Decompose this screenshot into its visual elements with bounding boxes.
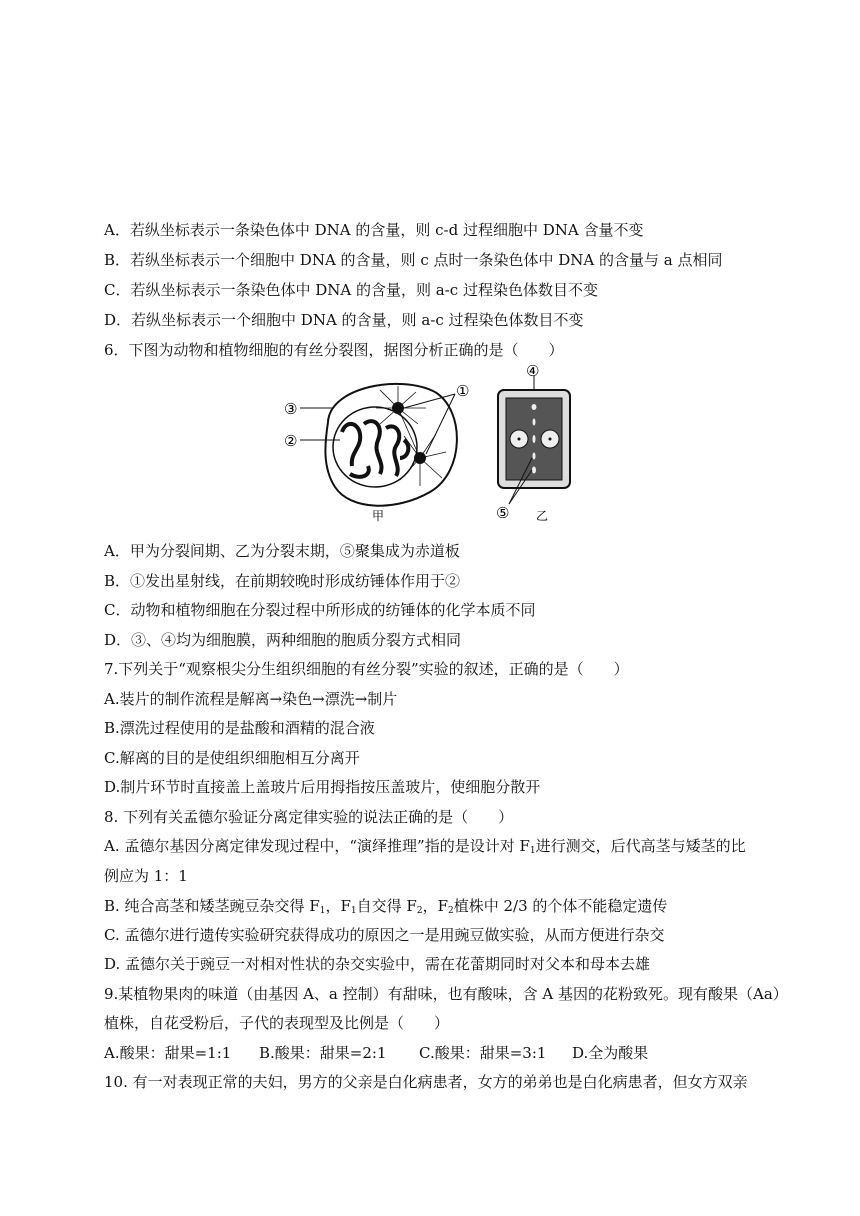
q6-option-d: D．③、④均为细胞膜，两种细胞的胞质分裂方式相同 (104, 631, 462, 649)
q9-option-b: B.酸果：甜果=2:1 (259, 1044, 387, 1062)
q9-option-d: D.全为酸果 (572, 1044, 649, 1062)
label-2: ② (284, 432, 298, 450)
q8-option-a (104, 836, 746, 861)
q8-b-text-1: B. 纯合高茎和矮茎豌豆杂交得 F (104, 897, 320, 915)
label-1: ① (456, 382, 470, 400)
q8-b-text-2: ，F (325, 897, 351, 915)
q7-option-c: C.解离的目的是使组织细胞相互分离开 (104, 749, 360, 767)
q7-option-a: A.装片的制作流程是解离→染色→漂洗→制片 (104, 690, 398, 708)
q8-option-b (104, 896, 667, 921)
q8-b-sub-2: 1 (350, 906, 357, 916)
caption-yi: 乙 (536, 509, 549, 522)
q7-option-b: B.漂洗过程使用的是盐酸和酒精的混合液 (104, 719, 375, 737)
caption-jia: 甲 (372, 509, 385, 522)
q6-stem: 6．下图为动物和植物细胞的有丝分裂图，据图分析正确的是（ ） (104, 341, 564, 359)
q8-b-text-4: ，F (422, 897, 448, 915)
q8-option-c: C. 孟德尔进行遗传实验研究获得成功的原因之一是用豌豆做实验，从而方便进行杂交 (104, 926, 665, 944)
plant-cell-diagram (498, 376, 570, 504)
mitosis-figure-drawing (280, 362, 600, 522)
q8-b-sub-3: 2 (416, 906, 423, 916)
label-4: ④ (526, 362, 540, 380)
label-5: ⑤ (496, 504, 510, 522)
q6-option-b: B．①发出星射线，在前期较晚时形成纺锤体作用于② (104, 572, 461, 590)
q7-stem: 7.下列关于“观察根尖分生组织细胞的有丝分裂”实验的叙述，正确的是（ ） (104, 660, 629, 678)
q10-stem-line-1: 10. 有一对表现正常的夫妇，男方的父亲是白化病患者，女方的弟弟也是白化病患者，但女方双亲 (104, 1073, 748, 1091)
q8-b-sub-4: 2 (447, 906, 454, 916)
mitosis-figure (280, 362, 600, 522)
q5-option-b: B．若纵坐标表示一个细胞中 DNA 的含量，则 c 点时一条染色体中 DNA 的含量与 a 点相同 (104, 251, 723, 269)
q8-a-text-2: 进行测交，后代高茎与矮茎的比 (535, 837, 746, 855)
q8-a-sub: 1 (529, 846, 536, 856)
q9-stem-line-1: 9.某植物果肉的味道（由基因 A、a 控制）有甜味，也有酸味，含 A 基因的花粉致死。现有酸果（Aa） (104, 985, 788, 1003)
q6-option-a: A．甲为分裂间期、乙为分裂末期，⑤聚集成为赤道板 (104, 542, 460, 560)
label-3: ③ (284, 400, 298, 418)
q8-b-text-3: 自交得 F (356, 897, 417, 915)
q9-options (104, 1043, 648, 1063)
q9-option-c: C.酸果：甜果=3:1 (419, 1044, 547, 1062)
q9-option-a: A.酸果：甜果=1:1 (104, 1044, 232, 1062)
q6-option-c: C．动物和植物细胞在分裂过程中所形成的纺锤体的化学本质不同 (104, 601, 536, 619)
q5-option-c: C．若纵坐标表示一条染色体中 DNA 的含量，则 a-c 过程染色体数目不变 (104, 281, 598, 299)
q8-option-d: D. 孟德尔关于豌豆一对相对性状的杂交实验中，需在花蕾期同时对父本和母本去雄 (104, 955, 651, 973)
q8-option-a-continued: 例应为 1：1 (104, 867, 188, 885)
q7-option-d: D.制片环节时直接盖上盖玻片后用拇指按压盖玻片，使细胞分散开 (104, 778, 541, 796)
q8-stem: 8. 下列有关孟德尔验证分离定律实验的说法正确的是（ ） (104, 808, 514, 826)
q8-a-text-1: A. 孟德尔基因分离定律发现过程中，“演绎推理”指的是设计对 F (104, 837, 530, 855)
animal-cell-diagram (300, 384, 457, 506)
q9-stem-line-2: 植株，自花受粉后，子代的表现型及比例是（ ） (104, 1014, 450, 1032)
q5-option-d: D．若纵坐标表示一个细胞中 DNA 的含量，则 a-c 过程染色体数目不变 (104, 311, 584, 329)
q8-b-text-5: 植株中 2/3 的个体不能稳定遗传 (453, 897, 668, 915)
q8-b-sub-1: 1 (319, 906, 326, 916)
q5-option-a: A．若纵坐标表示一条染色体中 DNA 的含量，则 c-d 过程细胞中 DNA 含量不变 (104, 221, 644, 239)
